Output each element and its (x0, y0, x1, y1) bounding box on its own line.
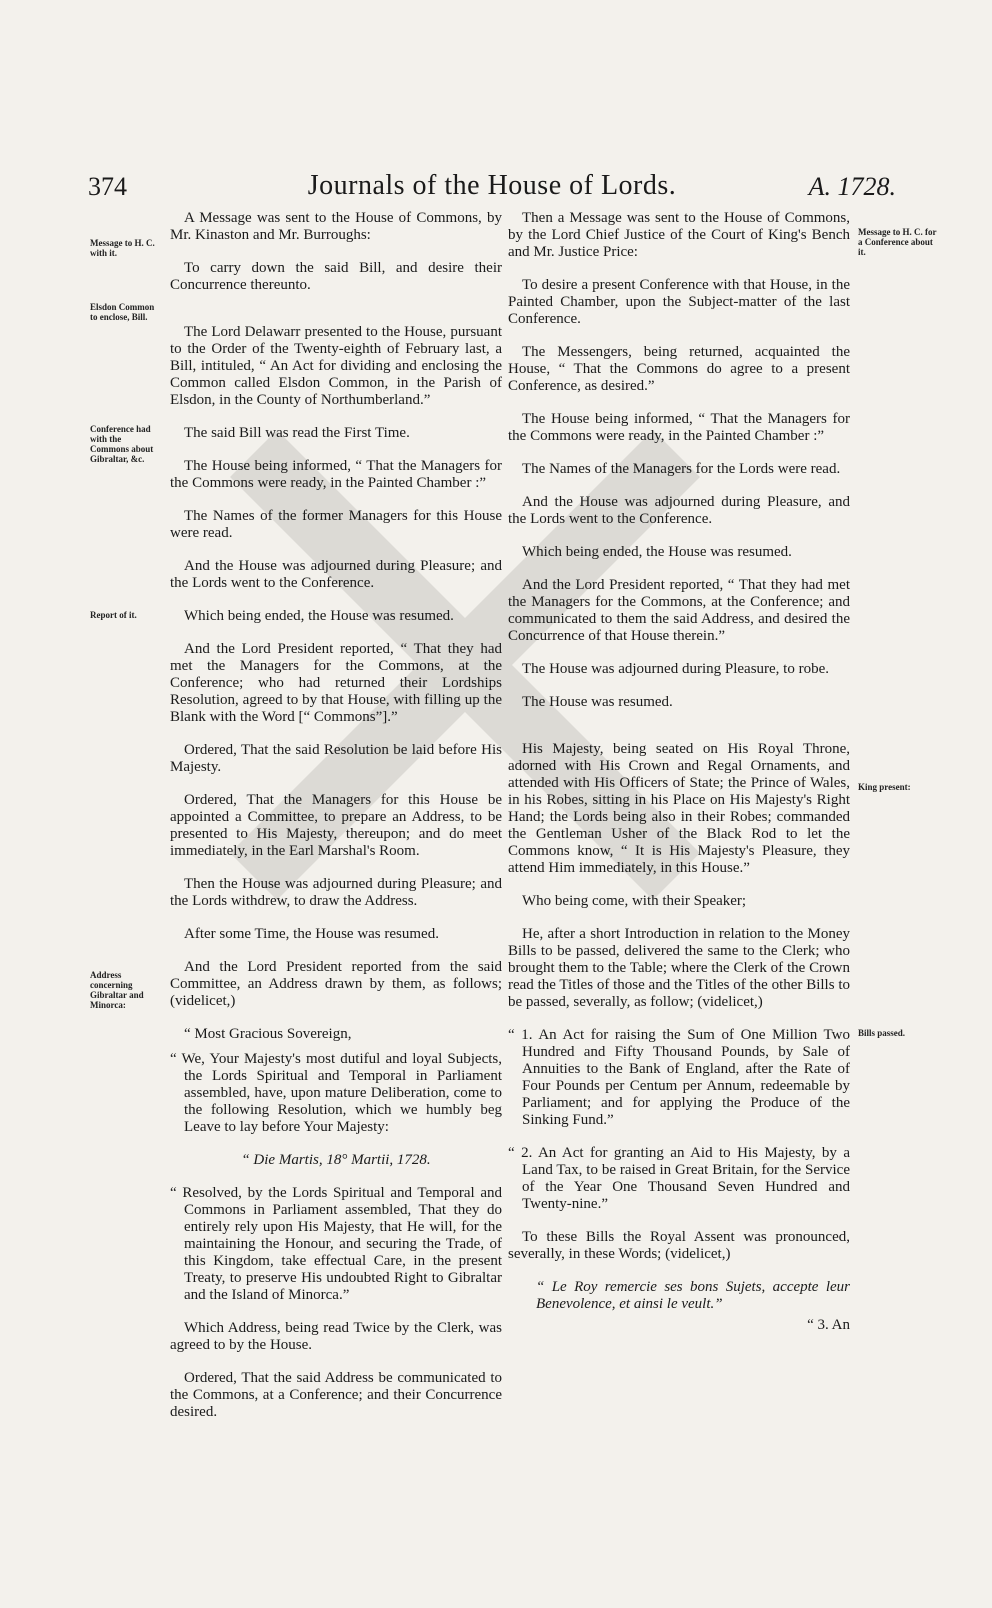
margin-note: Elsdon Common to enclose, Bill. (90, 302, 155, 322)
paragraph: And the Lord President reported, “ That they had met the Managers for the Commons, at the Conference; and communicated to them the said Address, and desired the Concurrence of that House therein.” (508, 577, 850, 644)
paragraph: The Names of the former Managers for this House were read. (170, 508, 502, 541)
paragraph: To these Bills the Royal Assent was pronounced, severally, in these Words; (videlicet,) (508, 1229, 850, 1262)
page-number: 374 (88, 172, 127, 201)
margin-note: Report of it. (90, 610, 137, 620)
paragraph: Then the House was adjourned during Pleasure; and the Lords withdrew, to draw the Address. (170, 876, 502, 909)
paragraph: To desire a present Conference with that House, in the Painted Chamber, upon the Subject-matter of the last Conference. (508, 277, 850, 327)
margin-note: Message to H. C. with it. (90, 238, 155, 258)
paragraph: To carry down the said Bill, and desire their Concurrence thereunto. (170, 260, 502, 293)
paragraph: After some Time, the House was resumed. (184, 926, 439, 942)
margin-note: Message to H. C. for a Conference about it. (858, 227, 937, 257)
margin-note: Address concerning Gibraltar and Minorca: (90, 970, 144, 1010)
paragraph: And the House was adjourned during Pleasure; and the Lords went to the Conference. (170, 558, 502, 591)
address-quote: “ We, Your Majesty's most dutiful and loyal Subjects, the Lords Spiritual and Temporal in Parliament assembled, have, upon mature Deliberation, come to the following Resolution, which we humbly beg Leave to lay before Your Majesty: (170, 1051, 502, 1135)
paragraph: Who being come, with their Speaker; (522, 893, 747, 909)
paragraph: And the Lord President reported, “ That they had met the Managers for the Commons, at the Conference; who had returned their Lordships Resolution, agreed to by that House, with filling up the Blank with the Word [“ Commons”].” (170, 641, 502, 725)
paragraph: Then a Message was sent to the House of Commons, by the Lord Chief Justice of the Court of King's Bench and Mr. Justice Price: (508, 210, 850, 260)
catchword: “ 3. An (807, 1317, 850, 1333)
paragraph: The House was resumed. (522, 694, 673, 710)
page-title: Journals of the House of Lords. (307, 170, 677, 201)
paragraph: And the Lord President reported from the said Committee, an Address drawn by them, as follows; (videlicet,) (170, 959, 502, 1009)
margin-note: Bills passed. (858, 1028, 906, 1038)
paragraph: The House being informed, “ That the Managers for the Commons were ready, in the Painted Chamber :” (508, 411, 850, 444)
paragraph: A Message was sent to the House of Commons, by Mr. Kinaston and Mr. Burroughs: (170, 210, 502, 243)
resolution-quote: “ Resolved, by the Lords Spiritual and Temporal and Commons in Parliament assembled, That they do entirely rely upon His Majesty, that He will, for the maintaining the Honour, and securing the Trade, of this Kingdom, take effectual Care, in the present Treaty, to preserve His undoubted Right to Gibraltar and the Island of Minorca.” (170, 1185, 502, 1303)
paragraph: The Names of the Managers for the Lords were read. (522, 461, 841, 477)
paragraph: His Majesty, being seated on His Royal Throne, adorned with His Crown and Regal Ornaments, and attended with His Officers of State; the Prince of Wales, in his Robes, sitting in his Place on His Majesty's Right Hand; the Lords being also in their Robes; commanded the Gentleman Usher of the Black Rod to let the Commons know, “ It is His Majesty's Pleasure, they attend Him immediately, in this House.” (508, 741, 850, 876)
paragraph: Which Address, being read Twice by the Clerk, was agreed to by the House. (170, 1320, 502, 1353)
paragraph: Ordered, That the said Resolution be laid before His Majesty. (170, 742, 502, 775)
margin-note: King present: (858, 782, 911, 792)
right-column (508, 210, 850, 1334)
paragraph: The House was adjourned during Pleasure, to robe. (522, 661, 830, 677)
paragraph: The House being informed, “ That the Managers for the Commons were ready, in the Painted Chamber :” (170, 458, 502, 491)
left-column (170, 210, 502, 1437)
resolution-date: “ Die Martis, 18° Martii, 1728. (241, 1152, 431, 1168)
page-year: A. 1728. (808, 172, 896, 201)
paragraph: The Lord Delawarr presented to the House, pursuant to the Order of the Twenty-eighth of February last, a Bill, intituled, “ An Act for dividing and enclosing the Common called Elsdon Common, in the Parish of Elsdon, in the County of Northumberland.” (170, 324, 502, 408)
paragraph: And the House was adjourned during Pleasure, and the Lords went to the Conference. (508, 494, 850, 527)
paragraph: Which being ended, the House was resumed. (184, 608, 454, 624)
margin-note: Conference had with the Commons about Gibraltar, &c. (90, 424, 154, 464)
paragraph: He, after a short Introduction in relation to the Money Bills to be passed, delivered the same to the Clerk; who brought them to the Table; where the Clerk of the Crown read the Titles of those and the Titles of the other Bills to be passed, severally, as follow; (videlicet,) (508, 926, 850, 1010)
royal-assent-words: “ Le Roy remercie ses bons Sujets, accepte leur Benevolence, et ainsi le veult.” (536, 1279, 850, 1312)
page-header (88, 170, 896, 210)
paragraph: The said Bill was read the First Time. (184, 425, 410, 441)
paragraph: The Messengers, being returned, acquainted the House, “ That the Commons do agree to a present Conference, as desired.” (508, 344, 850, 394)
paragraph: Which being ended, the House was resumed. (522, 544, 792, 560)
address-salutation: “ Most Gracious Sovereign, (184, 1026, 352, 1042)
bill-entry: “ 2. An Act for granting an Aid to His Majesty, by a Land Tax, to be raised in Great Britain, for the Service of the Year One Thousand Seven Hundred and Twenty-nine.” (508, 1145, 850, 1212)
paragraph: Ordered, That the Managers for this House be appointed a Committee, to prepare an Address, to be presented to His Majesty, thereupon; and do meet immediately, in the Earl Marshal's Room. (170, 792, 502, 859)
paragraph: Ordered, That the said Address be communicated to the Commons, at a Conference; and their Concurrence desired. (170, 1370, 502, 1420)
bill-entry: “ 1. An Act for raising the Sum of One Million Two Hundred and Fifty Thousand Pounds, by Sale of Annuities to the Bank of England, after the Rate of Four Pounds per Centum per Annum, redeemable by Parliament; and for applying the Produce of the Sinking Fund.” (508, 1027, 850, 1128)
